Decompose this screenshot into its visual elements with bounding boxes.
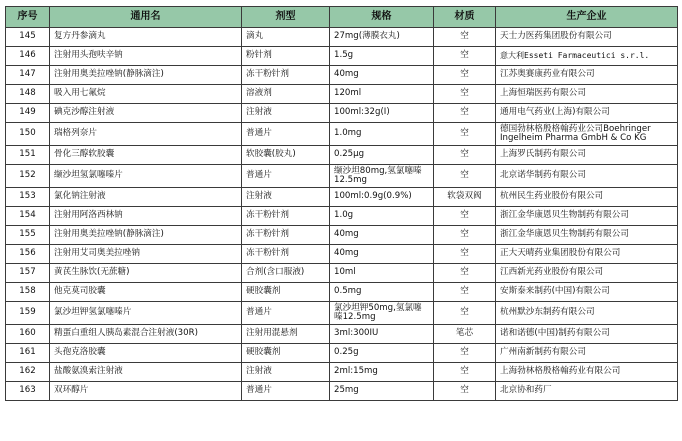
cell-material: 空 [434, 85, 496, 104]
cell-index: 151 [6, 146, 50, 165]
cell-generic-name: 注射用头孢呋辛钠 [50, 47, 242, 66]
cell-specification: 100ml:0.9g(0.9%) [330, 188, 434, 207]
cell-dosage-form: 冻干粉针剂 [242, 245, 330, 264]
table-row [6, 188, 678, 207]
drug-table [5, 6, 678, 401]
table-row [6, 245, 678, 264]
cell-generic-name: 氯化钠注射液 [50, 188, 242, 207]
table-row [6, 28, 678, 47]
cell-specification: 40mg [330, 226, 434, 245]
cell-index: 156 [6, 245, 50, 264]
cell-specification: 27mg(薄膜衣丸) [330, 28, 434, 47]
cell-dosage-form: 冻干粉针剂 [242, 66, 330, 85]
cell-specification: 2ml:15mg [330, 363, 434, 382]
cell-dosage-form: 普通片 [242, 382, 330, 401]
cell-index: 158 [6, 283, 50, 302]
cell-material: 空 [434, 264, 496, 283]
table-row [6, 85, 678, 104]
cell-specification: 1.0mg [330, 123, 434, 146]
cell-manufacturer: 上海罗氏制药有限公司 [496, 146, 678, 165]
table-row [6, 283, 678, 302]
header-manufacturer: 生产企业 [496, 7, 678, 28]
cell-index: 149 [6, 104, 50, 123]
cell-material: 空 [434, 363, 496, 382]
cell-dosage-form: 注射用混悬剂 [242, 325, 330, 344]
cell-dosage-form: 合剂(含口服液) [242, 264, 330, 283]
cell-manufacturer: 正大天晴药业集团股份有限公司 [496, 245, 678, 264]
table-row [6, 146, 678, 165]
cell-manufacturer: 安斯泰来制药(中国)有限公司 [496, 283, 678, 302]
drug-table-container [5, 6, 677, 401]
cell-specification: 40mg [330, 66, 434, 85]
cell-specification: 3ml:300IU [330, 325, 434, 344]
cell-material: 空 [434, 245, 496, 264]
cell-index: 162 [6, 363, 50, 382]
cell-specification: 100ml:32g(I) [330, 104, 434, 123]
cell-dosage-form: 普通片 [242, 123, 330, 146]
table-row [6, 165, 678, 188]
cell-generic-name: 注射用奥美拉唑钠(静脉滴注) [50, 66, 242, 85]
cell-manufacturer: 北京协和药厂 [496, 382, 678, 401]
cell-index: 152 [6, 165, 50, 188]
cell-generic-name: 双环醇片 [50, 382, 242, 401]
cell-generic-name: 他克莫司胶囊 [50, 283, 242, 302]
cell-material: 空 [434, 226, 496, 245]
header-generic-name: 通用名 [50, 7, 242, 28]
cell-specification: 25mg [330, 382, 434, 401]
cell-material: 空 [434, 28, 496, 47]
table-row [6, 382, 678, 401]
cell-material: 空 [434, 283, 496, 302]
cell-specification: 120ml [330, 85, 434, 104]
cell-index: 153 [6, 188, 50, 207]
header-specification: 规格 [330, 7, 434, 28]
cell-dosage-form: 普通片 [242, 165, 330, 188]
cell-dosage-form: 硬胶囊剂 [242, 344, 330, 363]
table-row [6, 66, 678, 85]
cell-generic-name: 缬沙坦氢氯噻嗪片 [50, 165, 242, 188]
cell-material: 空 [434, 382, 496, 401]
cell-manufacturer: 意大利Esseti Farmaceutici s.r.l. [496, 47, 678, 66]
cell-material: 空 [434, 66, 496, 85]
cell-dosage-form: 冻干粉针剂 [242, 207, 330, 226]
cell-manufacturer: 天士力医药集团股份有限公司 [496, 28, 678, 47]
cell-dosage-form: 注射液 [242, 363, 330, 382]
header-index: 序号 [6, 7, 50, 28]
table-row [6, 325, 678, 344]
cell-index: 154 [6, 207, 50, 226]
table-body [6, 28, 678, 401]
cell-dosage-form: 冻干粉针剂 [242, 226, 330, 245]
table-header-row [6, 7, 678, 28]
cell-index: 163 [6, 382, 50, 401]
cell-dosage-form: 滴丸 [242, 28, 330, 47]
cell-manufacturer: 江西新光药业股份有限公司 [496, 264, 678, 283]
cell-index: 148 [6, 85, 50, 104]
cell-index: 146 [6, 47, 50, 66]
cell-material: 空 [434, 146, 496, 165]
cell-material: 空 [434, 165, 496, 188]
cell-manufacturer: 通用电气药业(上海)有限公司 [496, 104, 678, 123]
cell-index: 157 [6, 264, 50, 283]
cell-index: 150 [6, 123, 50, 146]
cell-material: 空 [434, 47, 496, 66]
cell-specification: 缬沙坦80mg,氢氯噻嗪12.5mg [330, 165, 434, 188]
cell-dosage-form: 硬胶囊剂 [242, 283, 330, 302]
cell-manufacturer: 上海勃林格殷格翰药业有限公司 [496, 363, 678, 382]
cell-dosage-form: 注射液 [242, 188, 330, 207]
cell-manufacturer: 上海恒瑞医药有限公司 [496, 85, 678, 104]
cell-generic-name: 精蛋白重组人胰岛素混合注射液(30R) [50, 325, 242, 344]
header-dosage-form: 剂型 [242, 7, 330, 28]
cell-manufacturer: 浙江金华康恩贝生物制药有限公司 [496, 207, 678, 226]
table-row [6, 226, 678, 245]
cell-generic-name: 瑞格列奈片 [50, 123, 242, 146]
cell-dosage-form: 溶液剂 [242, 85, 330, 104]
header-material: 材质 [434, 7, 496, 28]
cell-manufacturer: 浙江金华康恩贝生物制药有限公司 [496, 226, 678, 245]
cell-manufacturer: 杭州默沙东制药有限公司 [496, 302, 678, 325]
cell-manufacturer: 北京诺华制药有限公司 [496, 165, 678, 188]
cell-material: 空 [434, 123, 496, 146]
table-row [6, 123, 678, 146]
table-row [6, 264, 678, 283]
cell-material: 软袋双阀 [434, 188, 496, 207]
cell-dosage-form: 注射液 [242, 104, 330, 123]
cell-index: 147 [6, 66, 50, 85]
cell-manufacturer: 德国勃林格殷格翰药业公司Boehringer Ingelheim Pharma GmbH & Co KG [496, 123, 678, 146]
table-row [6, 104, 678, 123]
cell-generic-name: 黄芪生脉饮(无蔗糖) [50, 264, 242, 283]
cell-specification: 0.25g [330, 344, 434, 363]
cell-material: 空 [434, 302, 496, 325]
cell-material: 空 [434, 207, 496, 226]
cell-material: 空 [434, 104, 496, 123]
cell-generic-name: 骨化三醇软胶囊 [50, 146, 242, 165]
cell-generic-name: 注射用阿洛西林钠 [50, 207, 242, 226]
table-row [6, 344, 678, 363]
cell-generic-name: 氯沙坦钾氢氯噻嗪片 [50, 302, 242, 325]
cell-dosage-form: 粉针剂 [242, 47, 330, 66]
cell-generic-name: 盐酸氨溴索注射液 [50, 363, 242, 382]
cell-index: 161 [6, 344, 50, 363]
cell-generic-name: 头孢克洛胶囊 [50, 344, 242, 363]
cell-specification: 1.5g [330, 47, 434, 66]
cell-manufacturer: 杭州民生药业股份有限公司 [496, 188, 678, 207]
cell-generic-name: 复方丹参滴丸 [50, 28, 242, 47]
cell-generic-name: 碘克沙醇注射液 [50, 104, 242, 123]
cell-dosage-form: 软胶囊(胶丸) [242, 146, 330, 165]
cell-index: 160 [6, 325, 50, 344]
table-row [6, 302, 678, 325]
cell-specification: 1.0g [330, 207, 434, 226]
cell-specification: 0.25μg [330, 146, 434, 165]
cell-material: 空 [434, 344, 496, 363]
table-row [6, 363, 678, 382]
cell-index: 145 [6, 28, 50, 47]
cell-generic-name: 注射用奥美拉唑钠(静脉滴注) [50, 226, 242, 245]
cell-specification: 10ml [330, 264, 434, 283]
cell-dosage-form: 普通片 [242, 302, 330, 325]
cell-generic-name: 注射用艾司奥美拉唑钠 [50, 245, 242, 264]
cell-index: 159 [6, 302, 50, 325]
cell-manufacturer: 广州南新制药有限公司 [496, 344, 678, 363]
table-row [6, 207, 678, 226]
cell-specification: 氯沙坦钾50mg,氢氯噻嗪12.5mg [330, 302, 434, 325]
cell-specification: 40mg [330, 245, 434, 264]
cell-material: 笔芯 [434, 325, 496, 344]
table-row [6, 47, 678, 66]
cell-manufacturer: 诺和诺德(中国)制药有限公司 [496, 325, 678, 344]
cell-generic-name: 吸入用七氟烷 [50, 85, 242, 104]
cell-index: 155 [6, 226, 50, 245]
cell-specification: 0.5mg [330, 283, 434, 302]
cell-manufacturer: 江苏奥赛康药业有限公司 [496, 66, 678, 85]
